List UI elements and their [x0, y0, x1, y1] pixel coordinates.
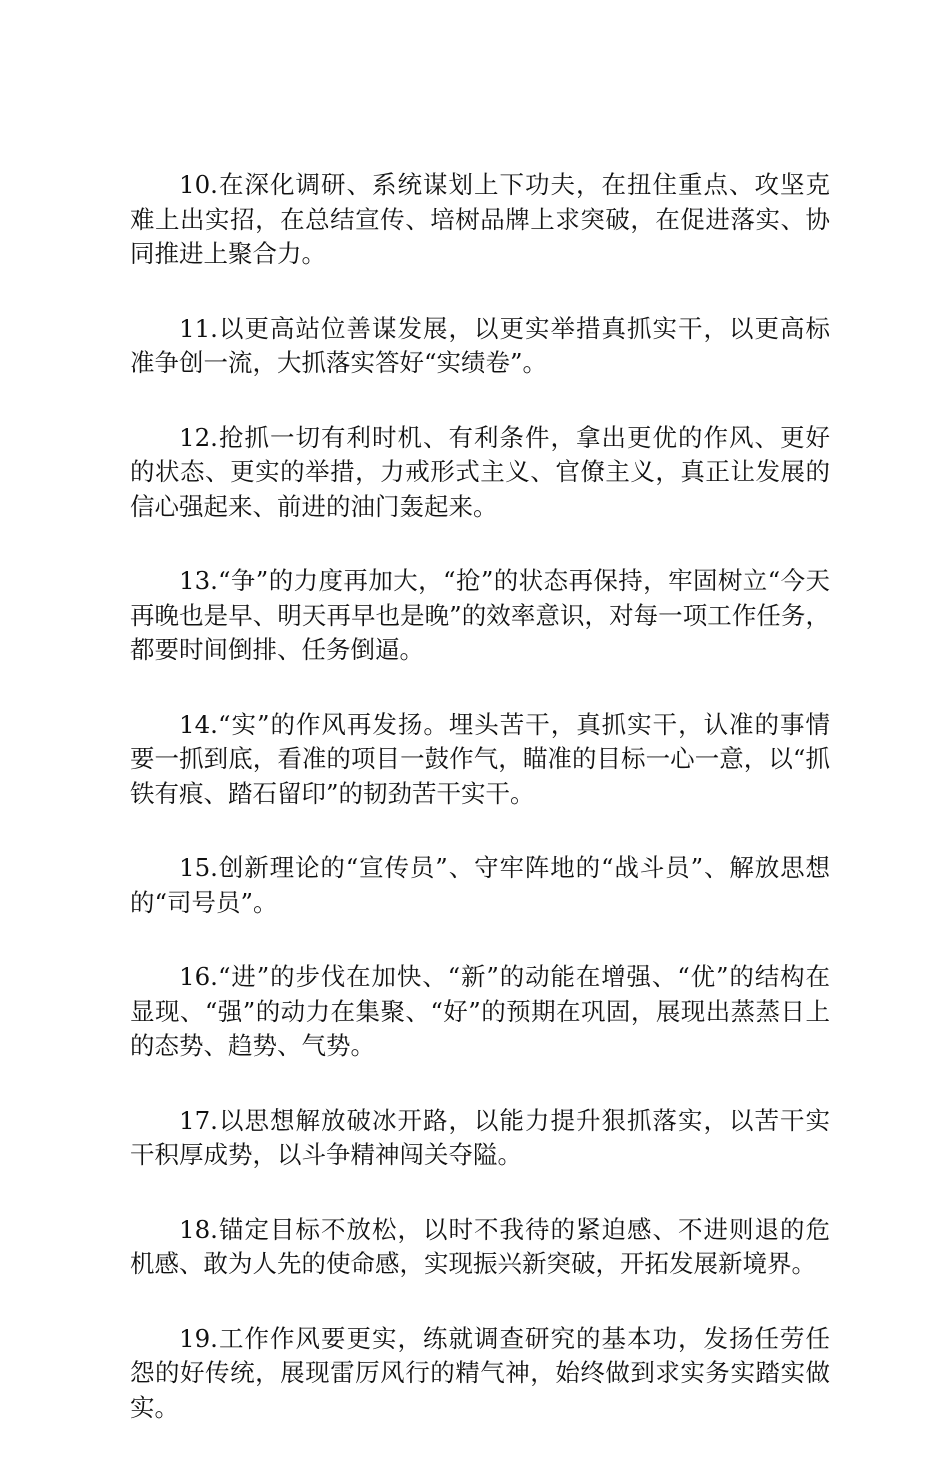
document-body [130, 168, 830, 1465]
paragraph-15: 15.创新理论的“宣传员”、守牢阵地的“战斗员”、解放思想的“司号员”。 [130, 853, 830, 917]
paragraph-14: 14.“实”的作风再发扬。埋头苦干，真抓实干，认准的事情要一抓到底，看准的项目一鼓作气，瞄准的目标一心一意，以“抓铁有痕、踏石留印”的韧劲苦干实干。 [130, 709, 830, 808]
paragraph-19: 19.工作作风要更实，练就调查研究的基本功，发扬任劳任怨的好传统，展现雷厉风行的精气神，始终做到求实务实踏实做实。 [130, 1323, 830, 1422]
paragraph-12: 12.抢抓一切有利时机、有利条件，拿出更优的作风、更好的状态、更实的举措，力戒形式主义、官僚主义，真正让发展的信心强起来、前进的油门轰起来。 [130, 422, 830, 521]
paragraph-17: 17.以思想解放破冰开路，以能力提升狠抓落实，以苦干实干积厚成势，以斗争精神闯关夺隘。 [130, 1105, 830, 1169]
paragraph-10: 10.在深化调研、系统谋划上下功夫，在扭住重点、攻坚克难上出实招，在总结宣传、培树品牌上求突破，在促进落实、协同推进上聚合力。 [130, 170, 830, 268]
paragraph-13: 13.“争”的力度再加大，“抢”的状态再保持，牢固树立“今天再晚也是早、明天再早也是晚”的效率意识，对每一项工作任务，都要时间倒排、任务倒逼。 [130, 566, 830, 664]
paragraph-11: 11.以更高站位善谋发展，以更实举措真抓实干，以更高标准争创一流，大抓落实答好“实绩卷”。 [130, 313, 830, 377]
paragraph-18: 18.锚定目标不放松，以时不我待的紧迫感、不进则退的危机感、敢为人先的使命感，实现振兴新突破，开拓发展新境界。 [130, 1214, 830, 1278]
paragraph-16: 16.“进”的步伐在加快、“新”的动能在增强、“优”的结构在显现、“强”的动力在集聚、“好”的预期在巩固，展现出蒸蒸日上的态势、趋势、气势。 [130, 962, 830, 1060]
